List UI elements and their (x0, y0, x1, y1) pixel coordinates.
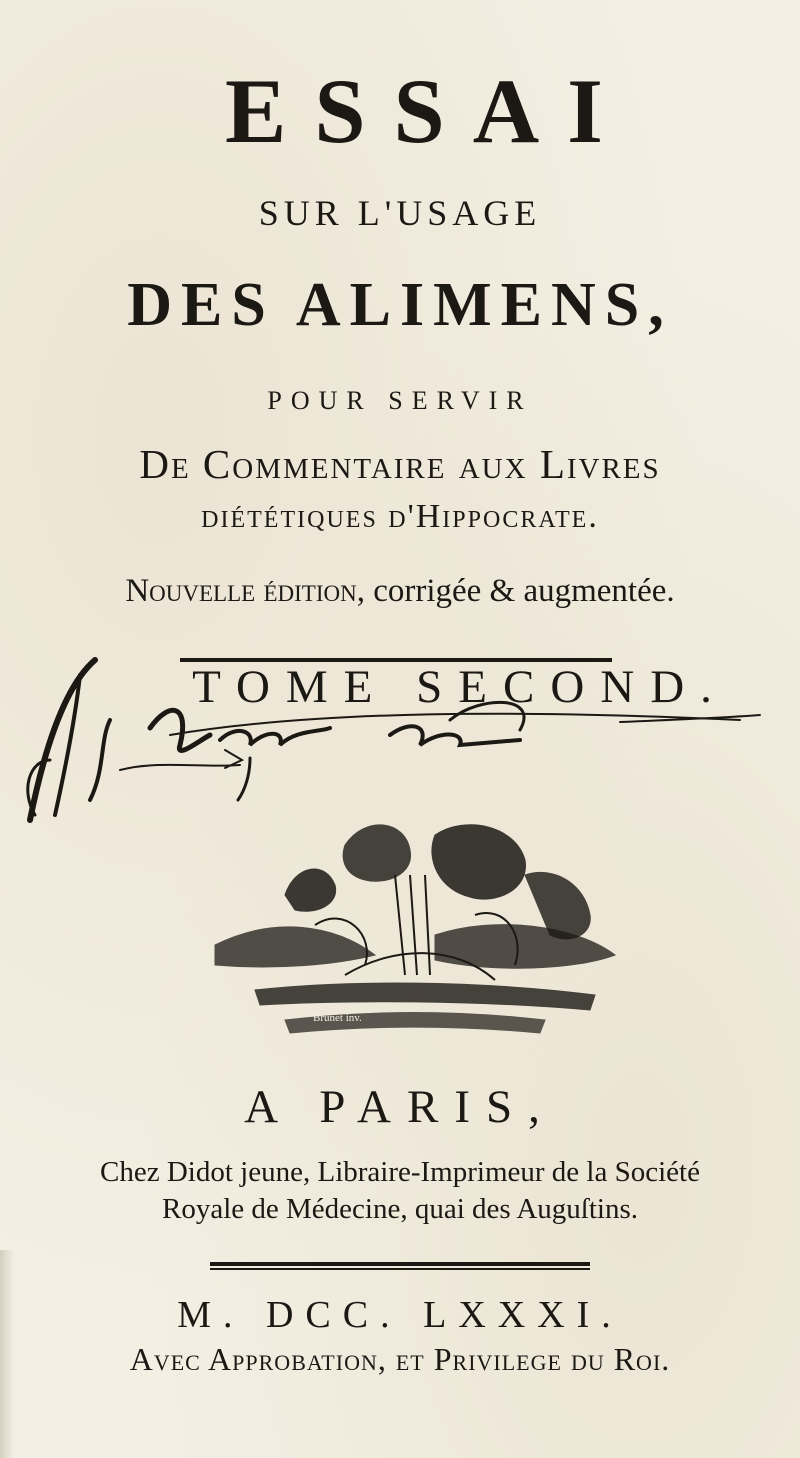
book-title: ESSAI (225, 60, 631, 162)
volume-label: TOME SECOND. (192, 661, 728, 713)
imprint-line-2: Royale de Médecine, quai des Auguſtins. (162, 1193, 638, 1225)
cherub-vignette-icon (195, 805, 625, 1050)
imprint-place: A PARIS, (244, 1081, 556, 1133)
privilege-statement: Avec Approbation, et Privilege du Roi. (129, 1341, 671, 1377)
bottom-rule (210, 1262, 590, 1266)
subtitle-line-2: DES ALIMENS, (127, 271, 673, 339)
edition-label: Nouvelle édition (125, 573, 357, 609)
handwritten-signature-icon (20, 650, 780, 830)
bottom-rule-thin (210, 1268, 590, 1270)
subtitle-line-4: De Commentaire aux Livres (139, 441, 661, 487)
imprint-line-1: Chez Didot jeune, Libraire-Imprimeur de la Société (100, 1156, 700, 1188)
edition-rest: , corrigée & augmentée. (356, 573, 675, 609)
subtitle-line-1: SUR L'USAGE (258, 193, 542, 233)
page-edge-shadow (0, 1250, 14, 1458)
edition-statement (0, 573, 800, 610)
publication-date: M. DCC. LXXXI. (177, 1294, 623, 1336)
subtitle-line-3: POUR SERVIR (267, 386, 533, 415)
subtitle-line-5: diététiques d'Hippocrate. (201, 498, 599, 535)
vignette-signature: Brunet inv. (313, 1012, 362, 1024)
